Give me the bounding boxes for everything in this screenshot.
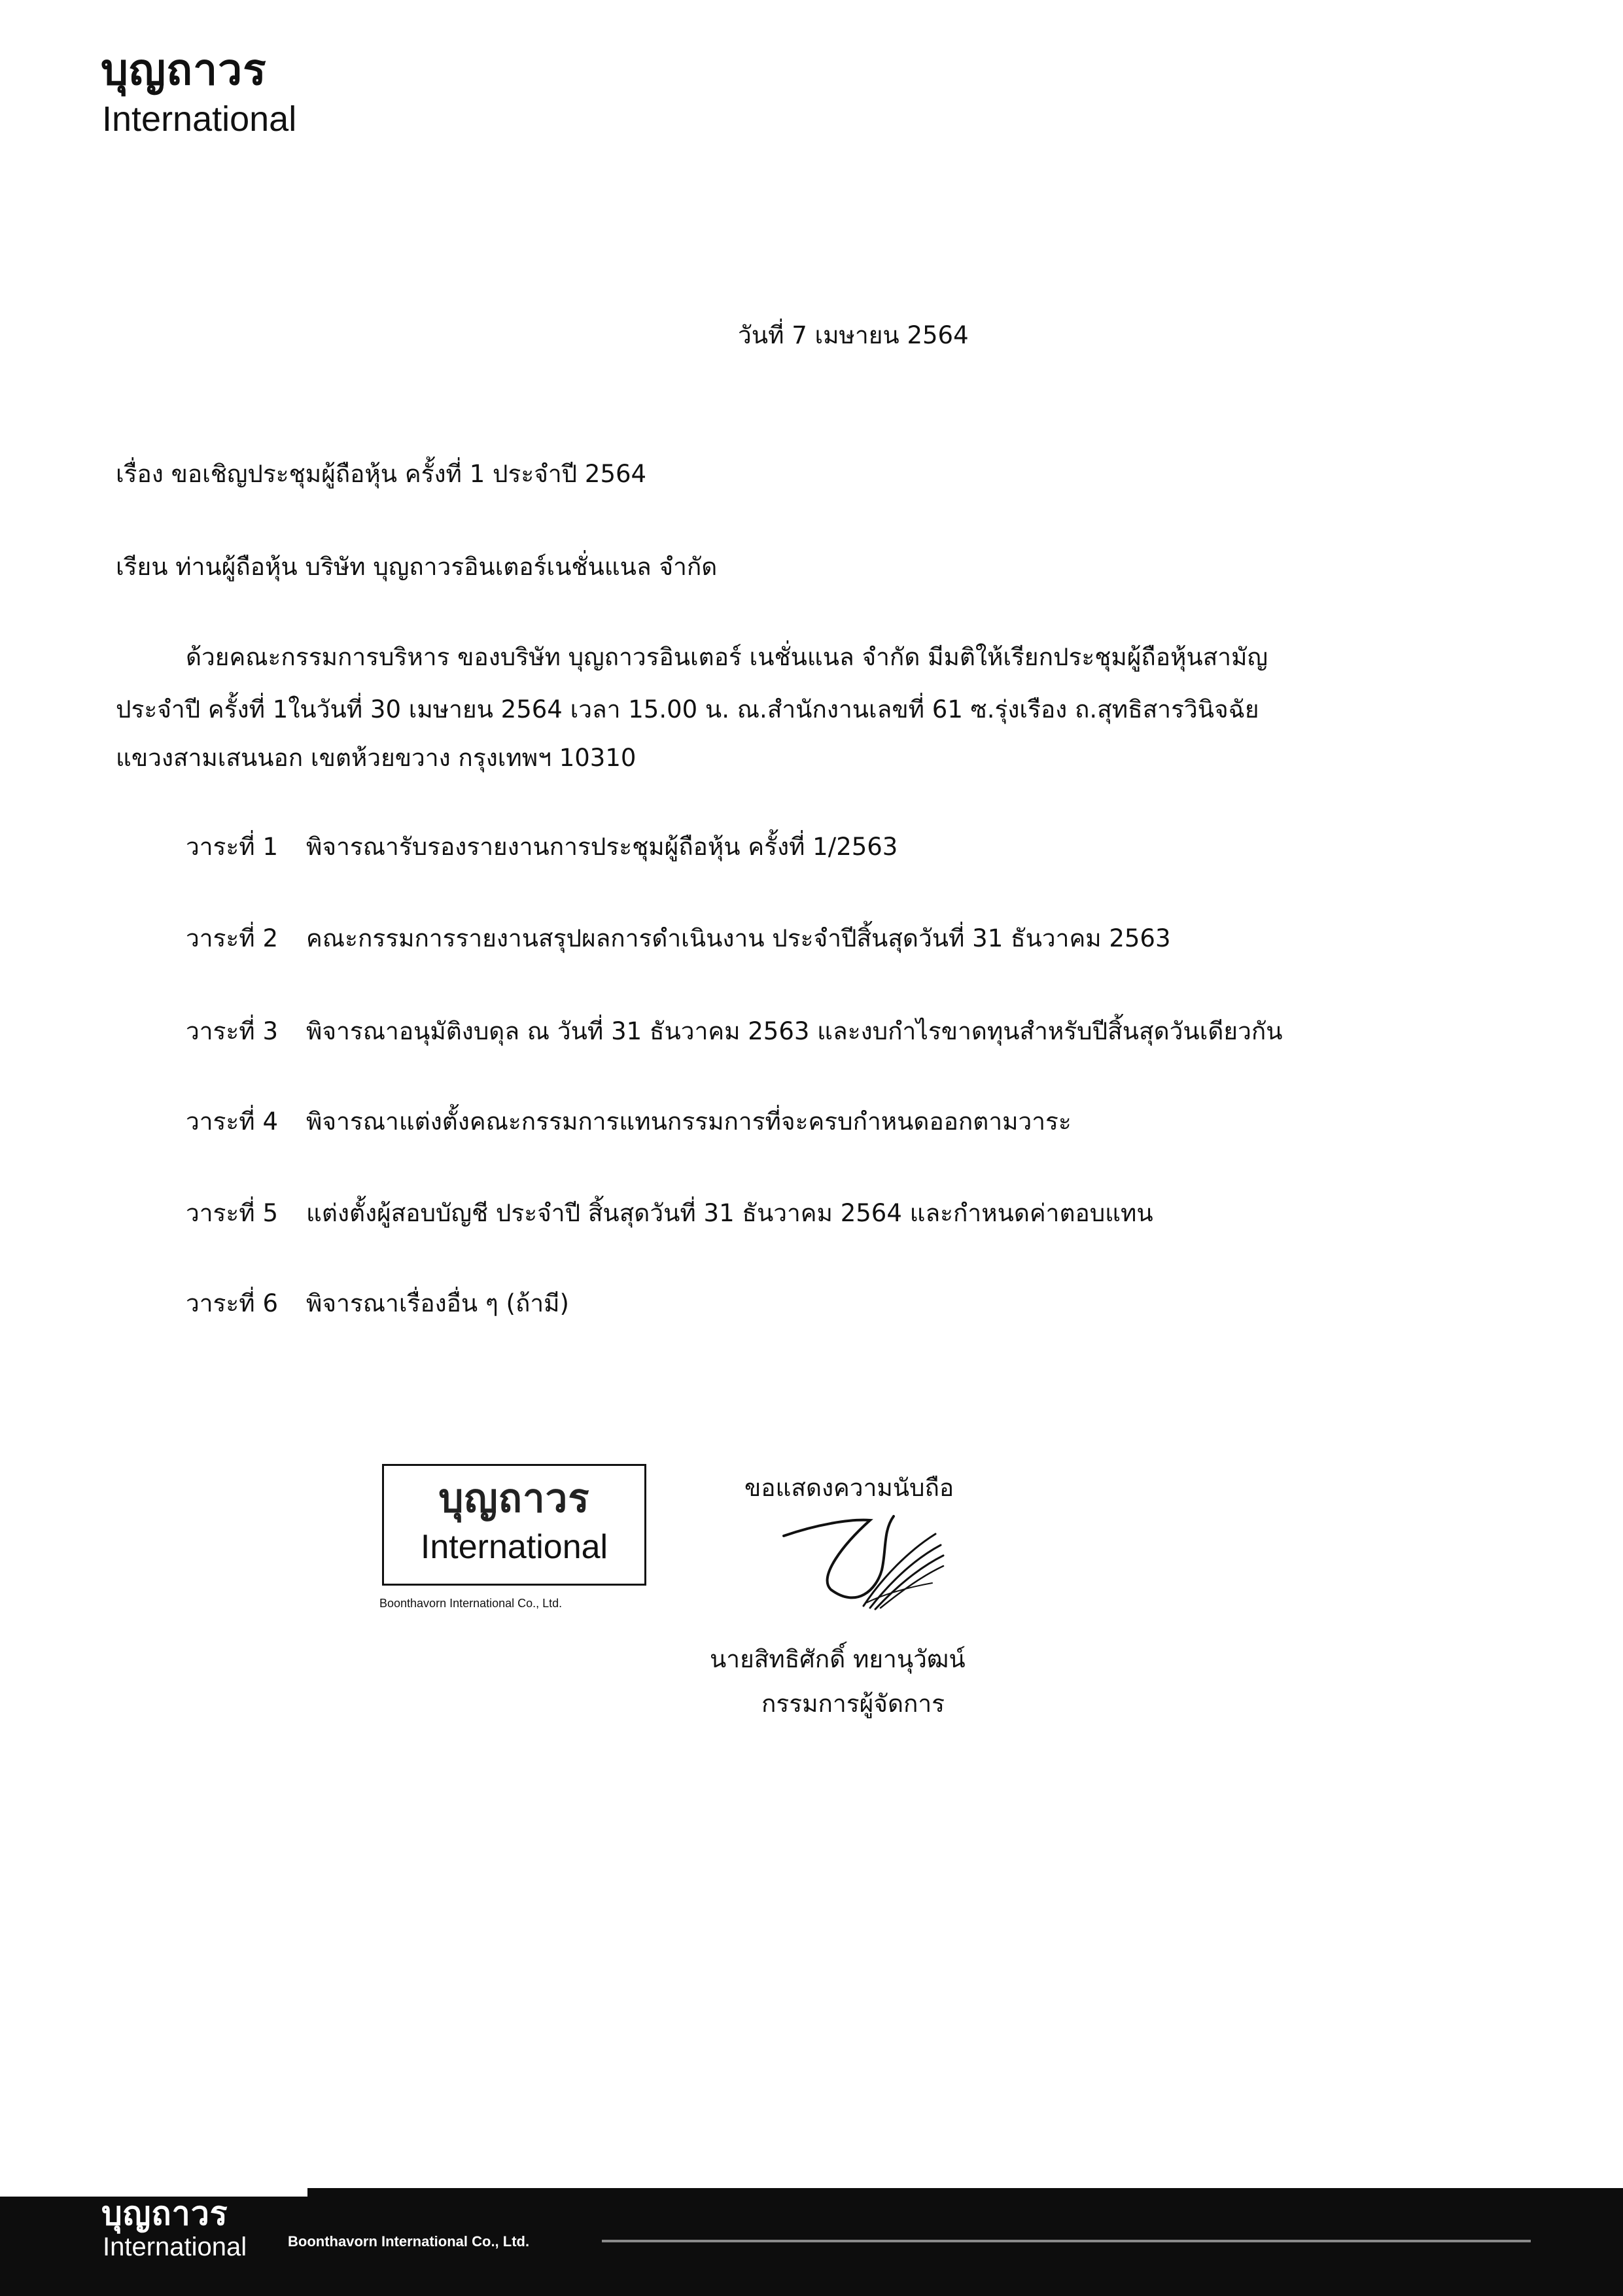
signer-name: นายสิทธิศักดิ์ ทยานุวัฒน์	[710, 1645, 966, 1673]
footer-logo-thai: บุญถาวร	[101, 2195, 228, 2233]
footer-company-name: Boonthavorn International Co., Ltd.	[288, 2233, 530, 2250]
letter-recipient: เรียน ท่านผู้ถือหุ้น บริษัท บุญถาวรอินเตอร์เนชั่นแนล จำกัด	[116, 553, 718, 581]
stamp-caption: Boonthavorn International Co., Ltd.	[379, 1597, 563, 1610]
letter-date: วันที่ 7 เมษายน 2564	[738, 321, 969, 349]
footer-logo	[101, 2193, 298, 2265]
agenda-text: พิจารณารับรองรายงานการประชุมผู้ถือหุ้น ครั้งที่ 1/2563	[306, 833, 898, 861]
agenda-label: วาระที่ 4	[186, 1107, 278, 1136]
agenda-text: พิจารณาอนุมัติงบดุล ณ วันที่ 31 ธันวาคม 2563 และงบกำไรขาดทุนสำหรับปีสิ้นสุดวันเดียวกัน	[306, 1017, 1283, 1045]
footer-address-fineprint	[602, 2240, 1531, 2242]
closing-regards: ขอแสดงความนับถือ	[744, 1474, 954, 1502]
agenda-label: วาระที่ 3	[186, 1017, 278, 1045]
body-line-1: ด้วยคณะกรรมการบริหาร ของบริษัท บุญถาวรอินเตอร์ เนชั่นแนล จำกัด มีมติให้เรียกประชุมผู้ถือหุ้นสามัญ	[186, 643, 1268, 671]
agenda-label: วาระที่ 1	[186, 833, 278, 861]
agenda-text: พิจารณาเรื่องอื่น ๆ (ถ้ามี)	[306, 1289, 569, 1317]
signature-image	[772, 1505, 968, 1635]
header-logo-thai: บุญถาวร	[101, 44, 267, 95]
footer-logo-international: International	[103, 2233, 247, 2261]
body-line-2: ประจำปี ครั้งที่ 1ในวันที่ 30 เมษายน 2564 เวลา 15.00 น. ณ.สำนักงานเลขที่ 61 ซ.รุ่งเรือง ถ.สุทธิสารวินิจฉัย	[116, 695, 1259, 723]
stamp-logo-international: International	[420, 1528, 608, 1566]
signer-title: กรรมการผู้จัดการ	[761, 1690, 945, 1718]
stamp-logo-thai: บุญถาวร	[438, 1476, 590, 1522]
header-logo	[101, 41, 362, 145]
agenda-text: พิจารณาแต่งตั้งคณะกรรมการแทนกรรมการที่จะครบกำหนดออกตามวาระ	[306, 1107, 1072, 1136]
letter-subject: เรื่อง ขอเชิญประชุมผู้ถือหุ้น ครั้งที่ 1 ประจำปี 2564	[116, 460, 647, 488]
agenda-text: แต่งตั้งผู้สอบบัญชี ประจำปี สิ้นสุดวันที่ 31 ธันวาคม 2564 และกำหนดค่าตอบแทน	[306, 1199, 1153, 1227]
body-line-3: แขวงสามเสนนอก เขตห้วยขวาง กรุงเทพฯ 10310	[116, 744, 637, 772]
agenda-label: วาระที่ 5	[186, 1199, 278, 1227]
agenda-label: วาระที่ 6	[186, 1289, 278, 1317]
agenda-label: วาระที่ 2	[186, 924, 278, 952]
header-logo-international: International	[102, 99, 297, 139]
company-stamp	[382, 1464, 646, 1586]
agenda-text: คณะกรรมการรายงานสรุปผลการดำเนินงาน ประจำปีสิ้นสุดวันที่ 31 ธันวาคม 2563	[306, 924, 1171, 952]
